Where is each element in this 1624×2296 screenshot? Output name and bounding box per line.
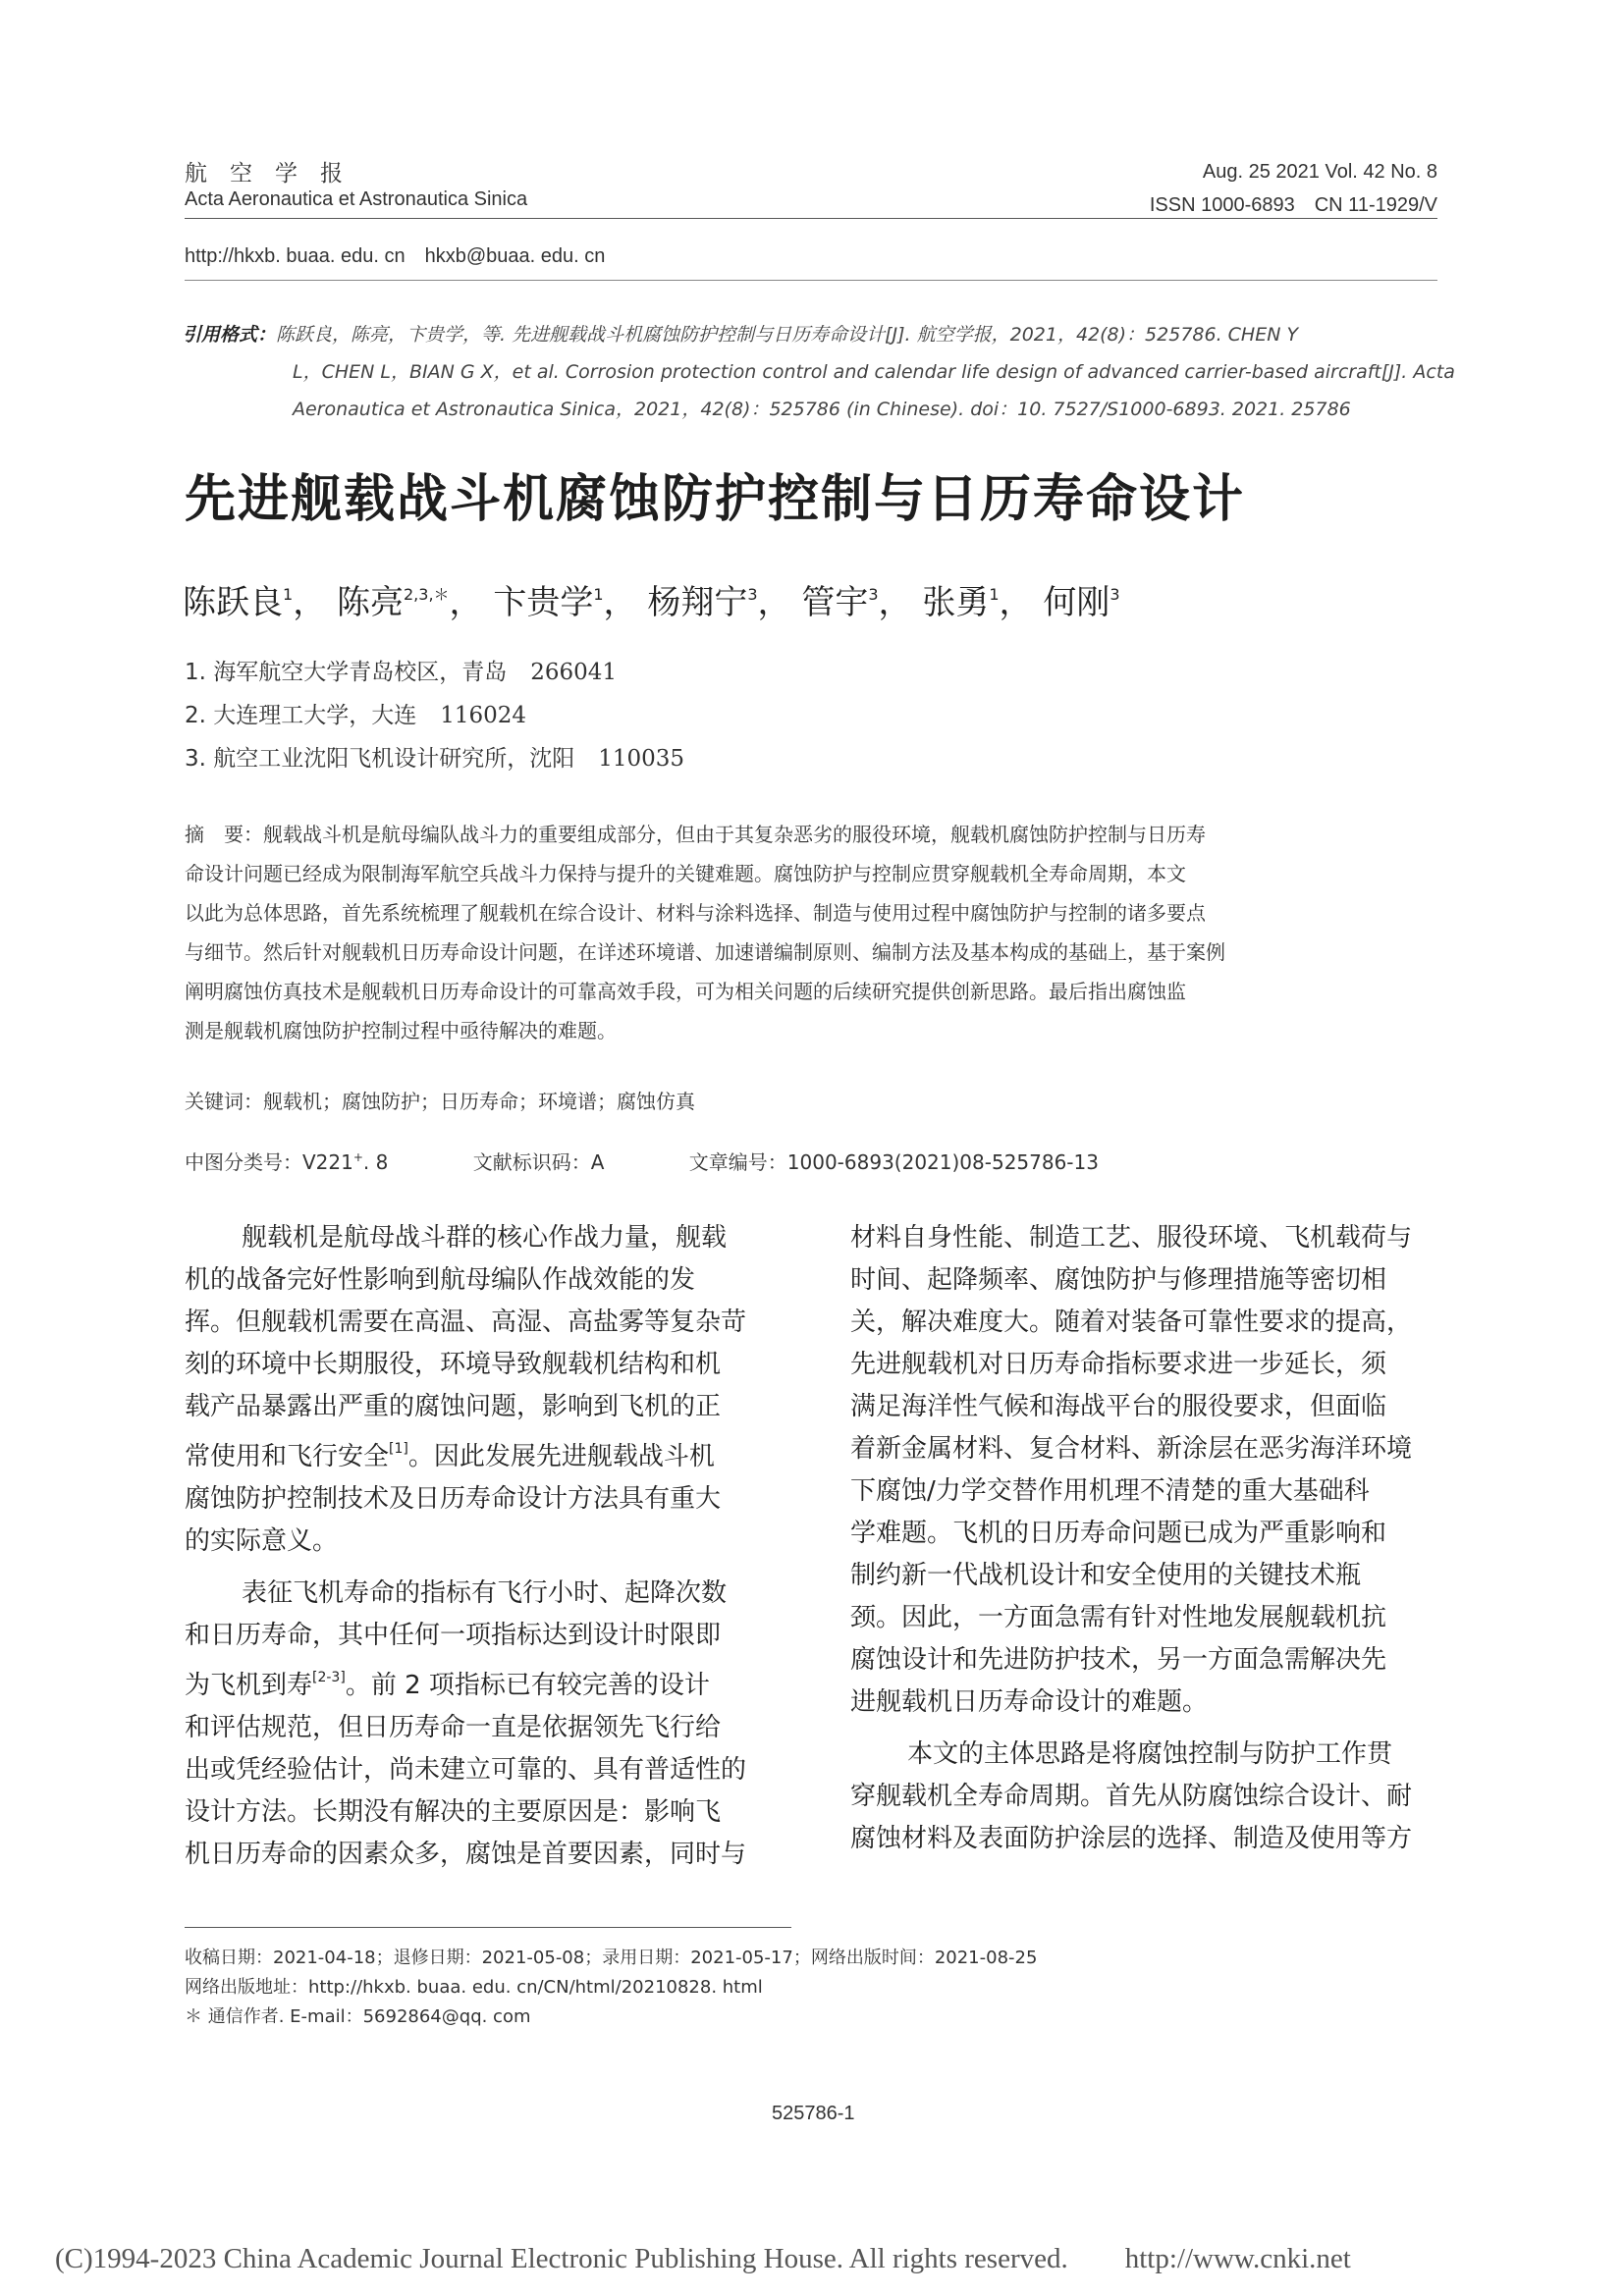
author-affil-sup: 3 xyxy=(868,585,879,604)
body-column-left xyxy=(185,1217,785,1876)
issn-info: ISSN 1000-6893 CN 11-1929/V xyxy=(1149,194,1437,216)
abstract-line: 以此为总体思路，首先系统梳理了舰载机在综合设计、材料与涂料选择、制造与使用过程中腐蚀防护与控制的诸多要点 xyxy=(185,901,1206,925)
copyright-footer: (C)1994-2023 China Academic Journal Electronic Publishing House. All rights reserved. http://www.cnki.net xyxy=(55,2243,1351,2274)
body-text-line: 设计方法。长期没有解决的主要原因是：影响飞 xyxy=(185,1797,722,1827)
journal-name-en: Acta Aeronautica et Astronautica Sinica xyxy=(185,188,528,210)
body-text-line: 腐蚀设计和先进防护技术，另一方面急需解决先 xyxy=(850,1645,1387,1675)
body-text-line: 下腐蚀/力学交替作用机理不清楚的重大基础科 xyxy=(850,1476,1370,1506)
citation-block xyxy=(183,316,1455,428)
postal-code: 116024 xyxy=(440,703,527,728)
body-text-line: 舰载机是航母战斗群的核心作战力量，舰载 xyxy=(242,1223,728,1253)
author-affil-sup: 3 xyxy=(747,585,758,604)
keywords: 关键词：舰载机；腐蚀防护；日历寿命；环境谱；腐蚀仿真 xyxy=(185,1090,695,1113)
body-text-line: 出或凭经验估计，尚未建立可靠的、具有普适性的 xyxy=(185,1755,747,1785)
body-text-line: 为飞机到寿[2-3]。前 2 项指标已有较完善的设计 xyxy=(185,1670,710,1700)
document-code: 文献标识码：A xyxy=(472,1150,605,1174)
body-text-line: 关，解决难度大。随着对装备可靠性要求的提高， xyxy=(850,1308,1413,1337)
footnote-rule xyxy=(185,1927,791,1928)
author-affil-sup: 1 xyxy=(989,585,1000,604)
author-name: 管宇 xyxy=(801,583,869,622)
body-text-line: 表征飞机寿命的指标有飞行小时、起降次数 xyxy=(242,1578,728,1608)
body-text-line: 着新金属材料、复合材料、新涂层在恶劣海洋环境 xyxy=(850,1434,1413,1464)
body-text-line: 颈。因此，一方面急需有针对性地发展舰载机抗 xyxy=(850,1603,1387,1632)
body-text-line: 本文的主体思路是将腐蚀控制与防护工作贯 xyxy=(907,1739,1393,1769)
abstract-line: 阐明腐蚀仿真技术是舰载机日历寿命设计的可靠高效手段，可为相关问题的后续研究提供创新思路。最后指出腐蚀监 xyxy=(185,980,1186,1003)
header-rule-2 xyxy=(185,280,1437,281)
author-name: 陈跃良 xyxy=(183,583,283,622)
body-text-line: 穿舰载机全寿命周期。首先从防腐蚀综合设计、耐 xyxy=(850,1782,1413,1811)
body-text-line: 和日历寿命，其中任何一项指标达到设计时限即 xyxy=(185,1621,722,1650)
body-text-line: 时间、起降频率、腐蚀防护与修理措施等密切相 xyxy=(850,1265,1387,1295)
reference-citation[interactable]: [2-3] xyxy=(312,1670,346,1685)
body-text-line: 机日历寿命的因素众多，腐蚀是首要因素，同时与 xyxy=(185,1840,747,1869)
postal-code: 266041 xyxy=(530,660,618,685)
abstract xyxy=(185,815,1445,1050)
header-rule xyxy=(185,218,1437,219)
body-text-line: 制约新一代战机设计和安全使用的关键技术瓶 xyxy=(850,1561,1362,1590)
abstract-line: 命设计问题已经成为限制海军航空兵战斗力保持与提升的关键难题。腐蚀防护与控制应贯穿舰载机全寿命周期，本文 xyxy=(185,862,1186,885)
footnote-dates: 收稿日期：2021-04-18；退修日期：2021-05-08；录用日期：2021-05-17；网络出版时间：2021-08-25 xyxy=(185,1948,1038,1968)
issue-info: Aug. 25 2021 Vol. 42 No. 8 xyxy=(1202,161,1437,183)
body-text-line: 挥。但舰载机需要在高温、高湿、高盐雾等复杂苛 xyxy=(185,1308,747,1337)
footnote-online-url[interactable]: 网络出版地址：http://hkxb. buaa. edu. cn/CN/html/20210828. html xyxy=(185,1977,763,1998)
classification-row xyxy=(185,1147,1099,1175)
author-name: 何刚 xyxy=(1043,583,1110,622)
clc-number: 中图分类号：V221+. 8 xyxy=(185,1150,389,1174)
reference-citation[interactable]: [1] xyxy=(389,1441,408,1457)
citation-line: 引用格式：陈跃良，陈亮，卞贵学，等. 先进舰载战斗机腐蚀防护控制与日历寿命设计[J]. 航空学报，2021，42(8)：525786. CHEN Y xyxy=(183,324,1299,346)
body-text-line: 腐蚀防护控制技术及日历寿命设计方法具有重大 xyxy=(185,1484,722,1514)
journal-url-email[interactable]: http://hkxb. buaa. edu. cn hkxb@buaa. edu. cn xyxy=(185,245,606,267)
author-name: 张勇 xyxy=(922,583,990,622)
abstract-line: 测是舰载机腐蚀防护控制过程中亟待解决的难题。 xyxy=(185,1019,617,1042)
body-text-line: 的实际意义。 xyxy=(185,1526,339,1556)
body-text-line: 载产品暴露出严重的腐蚀问题，影响到飞机的正 xyxy=(185,1392,722,1421)
footnote-corresponding: ＊ 通信作者. E-mail：5692864@qq. com xyxy=(185,2006,531,2027)
affiliation: 2. 大连理工大学，大连 116024 xyxy=(185,703,527,728)
author-name: 杨翔宁 xyxy=(647,583,748,622)
author-affil-sup: 3 xyxy=(1110,585,1120,604)
body-text-line: 材料自身性能、制造工艺、服役环境、飞机载荷与 xyxy=(850,1223,1413,1253)
author-affil-sup: 1 xyxy=(593,585,604,604)
postal-code: 110035 xyxy=(598,746,685,772)
citation-label: 引用格式： xyxy=(183,324,277,346)
body-column-right xyxy=(850,1217,1451,1860)
body-text-line: 机的战备完好性影响到航母编队作战效能的发 xyxy=(185,1265,696,1295)
abstract-line: 与细节。然后针对舰载机日历寿命设计问题，在详述环境谱、加速谱编制原则、编制方法及基本构成的基础上，基于案例 xyxy=(185,940,1225,964)
affiliation: 3. 航空工业沈阳飞机设计研究所，沈阳 110035 xyxy=(185,746,685,772)
author-affil-sup: 2,3,＊ xyxy=(404,585,450,604)
body-text-line: 腐蚀材料及表面防护涂层的选择、制造及使用等方 xyxy=(850,1824,1413,1853)
body-text-line: 刻的环境中长期服役，环境导致舰载机结构和机 xyxy=(185,1350,722,1379)
citation-line: L，CHEN L，BIAN G X，et al. Corrosion protection control and calendar life design of advanced carrier-based aircraft[J]. Acta xyxy=(293,361,1455,383)
body-text-line: 常使用和飞行安全[1]。因此发展先进舰载战斗机 xyxy=(185,1441,715,1471)
body-text-line: 和评估规范，但日历寿命一直是依据领先飞行给 xyxy=(185,1713,722,1742)
journal-name-cn: 航 空 学 报 xyxy=(185,160,343,186)
page-number: 525786-1 xyxy=(772,2103,855,2124)
abstract-line: 摘 要：舰载战斗机是航母编队战斗力的重要组成部分，但由于其复杂恶劣的服役环境，舰载机腐蚀防护控制与日历寿 xyxy=(185,823,1206,846)
author-name: 卞贵学 xyxy=(493,583,594,622)
article-number: 文章编号：1000-6893(2021)08-525786-13 xyxy=(688,1150,1099,1174)
author-name: 陈亮 xyxy=(337,583,404,622)
body-text-line: 先进舰载机对日历寿命指标要求进一步延长，须 xyxy=(850,1350,1387,1379)
body-text-line: 满足海洋性气候和海战平台的服役要求，但面临 xyxy=(850,1392,1387,1421)
paper-title: 先进舰载战斗机腐蚀防护控制与日历寿命设计 xyxy=(185,470,1246,529)
citation-line: Aeronautica et Astronautica Sinica，2021，42(8)：525786 (in Chinese). doi：10. 7527/S1000-6893. 2021. 25786 xyxy=(293,399,1351,420)
author-list: 陈跃良$^1$， 陈亮$^{2,3,*}$， 卞贵学$^1$， 杨翔宁$^3$， 管宇$^3$， 张勇$^1$， 何刚$^3$ xyxy=(183,583,1120,622)
affiliation: 1. 海军航空大学青岛校区，青岛 266041 xyxy=(185,660,618,685)
body-text-line: 学难题。飞机的日历寿命问题已成为严重影响和 xyxy=(850,1519,1387,1548)
body-text-line: 进舰载机日历寿命设计的难题。 xyxy=(850,1687,1209,1717)
author-affil-sup: 1 xyxy=(283,585,294,604)
